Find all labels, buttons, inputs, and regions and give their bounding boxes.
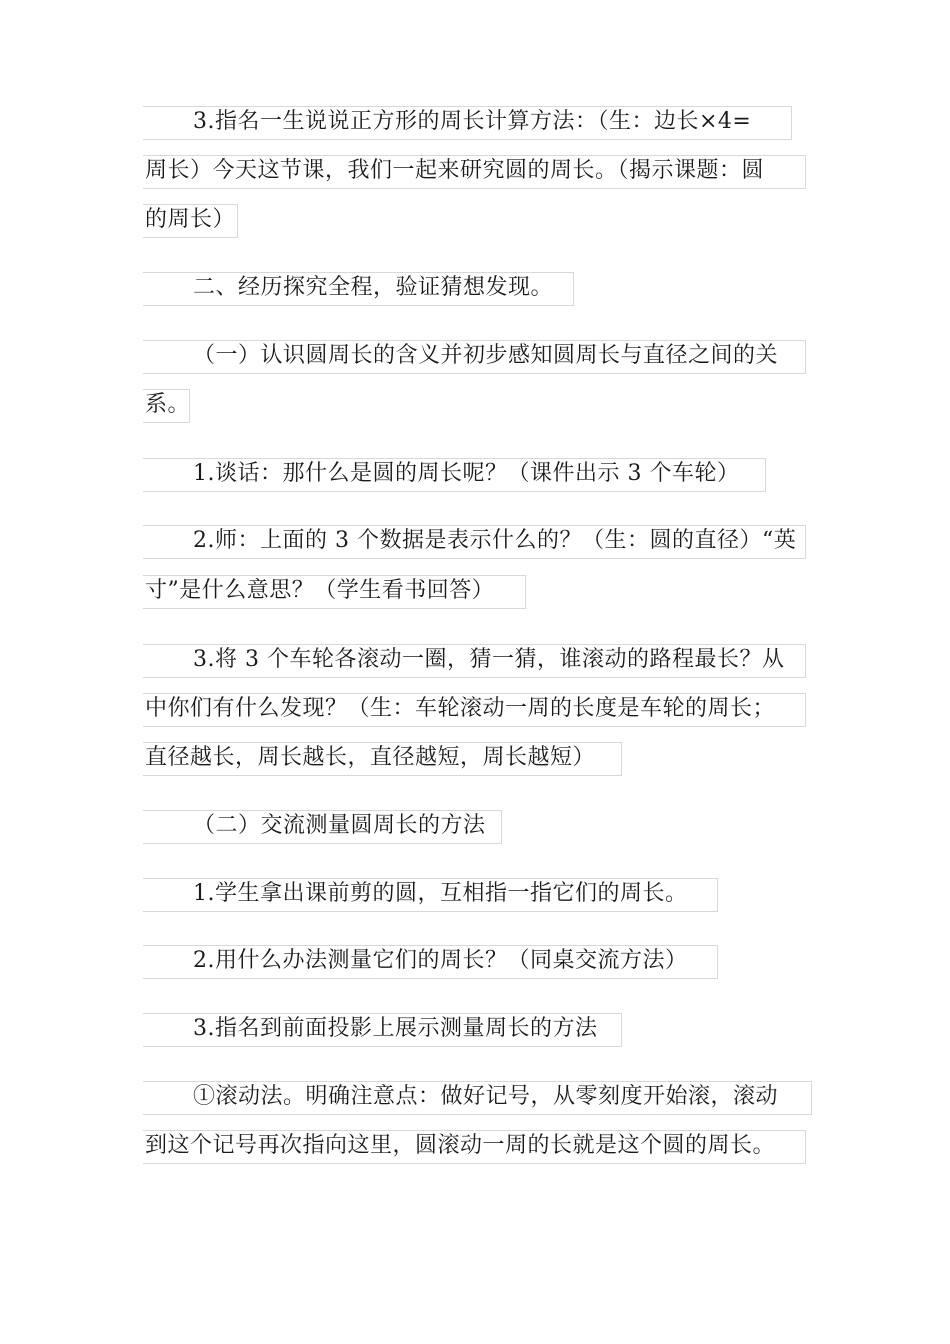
text-line: 2.师：上面的 3 个数据是表示什么的？（生：圆的直径）“英 [193, 528, 797, 553]
text-line: 3.指名一生说说正方形的周长计算方法：（生：边长×4= [193, 109, 752, 134]
text-line: 的周长） [145, 207, 236, 232]
text-line: 1.学生拿出课前剪的圆，互相指一指它们的周长。 [193, 881, 688, 906]
subsection-heading: （二）交流测量圆周长的方法 [193, 813, 486, 838]
text-line: 寸”是什么意思？（学生看书回答） [145, 578, 495, 603]
text-line: 中你们有什么发现？（生：车轮滚动一周的长度是车轮的周长； [145, 696, 776, 721]
text-line: 周长）今天这节课，我们一起来研究圆的周长。（揭示课题：圆 [145, 158, 765, 183]
section-heading: 二、经历探究全程，验证猜想发现。 [193, 275, 554, 300]
text-line: 1.谈话：那什么是圆的周长呢？（课件出示 3 个车轮） [193, 461, 740, 486]
text-line: 3.将 3 个车轮各滚动一圈，猜一猜，谁滚动的路程最长？从 [193, 647, 785, 672]
text-line: 3.指名到前面投影上展示测量周长的方法 [193, 1016, 598, 1041]
subsection-heading: （一）认识圆周长的含义并初步感知圆周长与直径之间的关 [193, 343, 779, 368]
text-line: 系。 [145, 392, 191, 417]
text-line: 到这个记号再次指向这里，圆滚动一周的长就是这个圆的周长。 [145, 1133, 776, 1158]
text-line: 直径越长，周长越长，直径越短，周长越短） [145, 745, 596, 770]
text-line: 2.用什么办法测量它们的周长？（同桌交流方法） [193, 948, 688, 973]
text-line: ①滚动法。明确注意点：做好记号，从零刻度开始滚，滚动 [193, 1084, 779, 1109]
